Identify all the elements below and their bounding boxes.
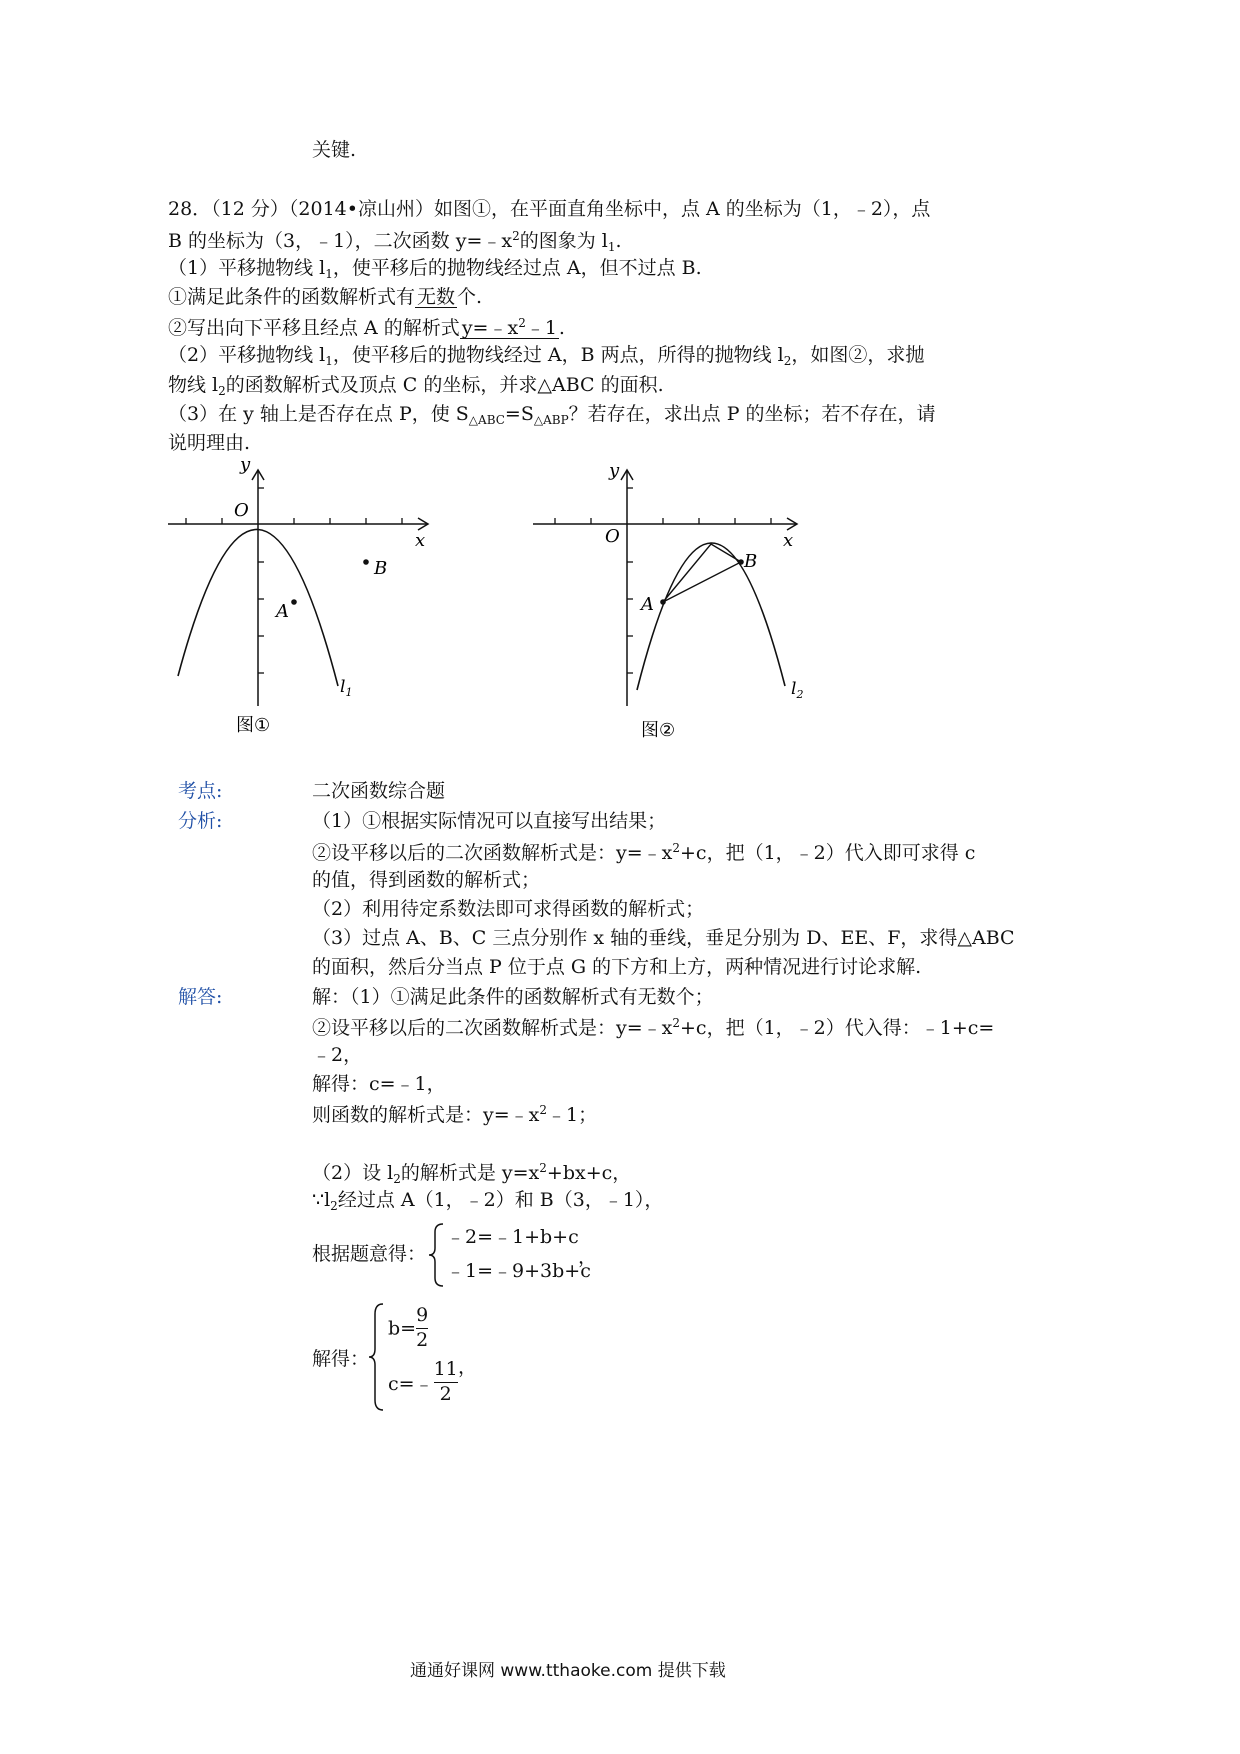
system-2-end: ， [458, 1356, 478, 1378]
point-a-label: A [276, 601, 289, 622]
superscript: 2 [539, 1161, 547, 1175]
text-segment: ②写出向下平移且经点 A 的解析式 [168, 317, 460, 339]
problem-line-1: 28．（12 分）（2014•凉山州）如图①，在平面直角坐标中，点 A 的坐标为（1，﹣2），点 [168, 198, 931, 220]
problem-line-2 [168, 230, 622, 253]
y-axis-label: y [240, 454, 251, 475]
subscript: 1 [607, 240, 616, 254]
text-segment: （3）在 y 轴上是否存在点 P，使 S [168, 403, 469, 425]
jieda-line-2 [312, 1017, 994, 1038]
problem-line-7 [168, 376, 664, 397]
text-segment: ②设平移以后的二次函数解析式是：y=﹣x [312, 842, 673, 864]
x-ticks [555, 518, 771, 524]
point-a-dot [291, 599, 297, 605]
problem-line-4 [168, 288, 482, 308]
curve-label-letter: l [340, 677, 346, 697]
denominator: 2 [439, 1382, 452, 1405]
fenxi-line-1: （1）①根据实际情况可以直接写出结果； [312, 810, 667, 832]
jieda-line-8: 根据题意得： [312, 1243, 427, 1265]
point-b-label: B [374, 558, 388, 579]
superscript: 2 [539, 1103, 548, 1117]
problem-line-8 [168, 405, 936, 426]
system-2-row-b [388, 1306, 428, 1351]
fenxi-line-6: 的面积，然后分当点 P 位于点 G 的下方和上方，两种情况进行讨论求解. [312, 956, 922, 978]
left-brace-2 [368, 1302, 386, 1412]
text-segment: 经过点 A（1，﹣2）和 B（3，﹣1）， [337, 1189, 664, 1211]
answer-blank [460, 317, 559, 339]
top-text: 关键. [312, 139, 357, 161]
jieda-label: 解答: [178, 986, 223, 1008]
text-segment: ﹣1； [547, 1104, 598, 1126]
text-segment: ，使平移后的抛物线经过 A，B 两点，所得的抛物线 l [332, 344, 784, 366]
answer-blank: 无数 [417, 286, 456, 308]
figure-1 [160, 450, 450, 750]
left-brace-1 [428, 1222, 446, 1288]
jieda-line-3: ﹣2， [312, 1044, 363, 1066]
numerator: 11 [433, 1358, 458, 1380]
problem-line-6 [168, 346, 924, 367]
problem-line-5 [168, 317, 565, 339]
fenxi-line-2 [312, 842, 975, 863]
fenxi-label: 分析: [178, 810, 223, 832]
subscript: 1 [325, 267, 333, 281]
text-segment: 的解析式是 y=x [400, 1162, 540, 1184]
figure-1-caption: 图① [236, 715, 271, 736]
y-ticks [258, 488, 264, 673]
figure-2-caption: 图② [641, 720, 676, 741]
problem-line-3 [168, 259, 702, 280]
text-segment: ，使平移后的抛物线经过点 A，但不过点 B. [332, 257, 702, 279]
kaodian-label: 考点: [178, 780, 223, 802]
subscript: 2 [218, 384, 226, 398]
system-1-end: ， [578, 1246, 598, 1268]
point-b-label: B [744, 551, 758, 572]
text-segment: B 的坐标为（3，﹣1），二次函数 y=﹣x [168, 230, 513, 252]
subscript: 2 [330, 1199, 338, 1213]
text-segment: . [615, 230, 622, 252]
point-a-label: A [641, 594, 654, 615]
origin-label: O [234, 500, 249, 521]
curve-label-letter: l [791, 679, 797, 699]
superscript: 2 [512, 229, 520, 243]
superscript: 2 [518, 316, 526, 330]
subscript: 1 [325, 354, 333, 368]
text-segment: ②设平移以后的二次函数解析式是：y=﹣x [312, 1017, 673, 1039]
superscript: 2 [672, 841, 681, 855]
fenxi-line-5: （3）过点 A、B、C 三点分别作 x 轴的垂线，垂足分别为 D、EE、F，求得△ABC [312, 927, 1015, 949]
fraction-11-2 [434, 1360, 458, 1405]
subscript: 2 [393, 1172, 401, 1186]
text-segment: ？若存在，求出点 P 的坐标；若不存在，请 [568, 403, 936, 425]
text-segment: 则函数的解析式是：y=﹣x [312, 1104, 540, 1126]
subscript: 2 [783, 354, 792, 368]
text-segment: 的函数解析式及顶点 C 的坐标，并求△ABC 的面积. [225, 374, 664, 396]
triangle-abc [663, 544, 741, 602]
fraction-9-2 [416, 1306, 428, 1351]
text-segment: ∵l [312, 1189, 331, 1211]
fenxi-line-4: （2）利用待定系数法即可求得函数的解析式； [312, 898, 705, 920]
y-ticks [627, 488, 633, 673]
origin-label: O [605, 526, 620, 547]
footer-text: 通通好课网 www.tthaoke.com 提供下载 [410, 1661, 726, 1681]
curve-label-subscript: 2 [796, 688, 804, 701]
jieda-line-6 [312, 1162, 631, 1185]
text-segment: （2）平移抛物线 l [168, 344, 326, 366]
kaodian-text: 二次函数综合题 [312, 780, 446, 802]
text-segment: ﹣1 [525, 317, 557, 339]
system-1-equation-1: ﹣2=﹣1+b+c [446, 1226, 579, 1248]
curve-label [340, 677, 352, 699]
jieda-line-9: 解得： [312, 1348, 370, 1370]
text-segment: ①满足此条件的函数解析式有 [168, 286, 416, 308]
text-segment: y=﹣x [461, 317, 519, 339]
x-ticks [186, 518, 402, 524]
y-axis-label: y [609, 460, 620, 481]
text-segment: +c，把（1，﹣2）代入即可求得 c [680, 842, 976, 864]
text-segment: 物线 l [168, 374, 219, 396]
system-2-row-c [388, 1360, 458, 1405]
text-segment: 个. [457, 286, 483, 308]
x-axis-label: x [415, 530, 426, 551]
text-segment: 的图象为 l [519, 230, 608, 252]
point-a-dot [660, 599, 666, 605]
fenxi-line-3: 的值，得到函数的解析式； [312, 869, 541, 891]
numerator: 9 [416, 1304, 429, 1326]
curve-label-subscript: 1 [345, 686, 353, 699]
subscript: △ABC [468, 413, 505, 427]
text-segment: （2）设 l [312, 1162, 394, 1184]
curve-label [791, 679, 803, 701]
parabola-l2 [637, 543, 785, 690]
jieda-line-5 [312, 1104, 597, 1125]
problem-line-9: 说明理由. [168, 432, 251, 454]
jieda-line-7 [312, 1191, 663, 1212]
point-b-dot [363, 559, 369, 565]
subscript: △ABP [533, 413, 569, 427]
denominator: 2 [416, 1328, 429, 1351]
system-1-equation-2: ﹣1=﹣9+3b+c [446, 1260, 591, 1282]
text-segment: b= [388, 1317, 417, 1340]
text-segment: =S [504, 403, 534, 425]
point-b-dot [738, 559, 744, 565]
x-axis-label: x [783, 530, 794, 551]
text-segment: +bx+c， [546, 1162, 632, 1184]
figure-2 [525, 450, 825, 750]
jieda-line-1: 解：（1）①满足此条件的函数解析式有无数个； [312, 986, 714, 1008]
superscript: 2 [672, 1016, 681, 1030]
text-segment: （1）平移抛物线 l [168, 257, 326, 279]
text-segment: ，如图②，求抛 [791, 344, 925, 366]
text-segment: . [558, 317, 565, 339]
text-segment: c=﹣ [388, 1372, 434, 1395]
text-segment: +c，把（1，﹣2）代入得：﹣1+c= [680, 1017, 995, 1039]
jieda-line-4: 解得：c=﹣1， [312, 1073, 446, 1095]
